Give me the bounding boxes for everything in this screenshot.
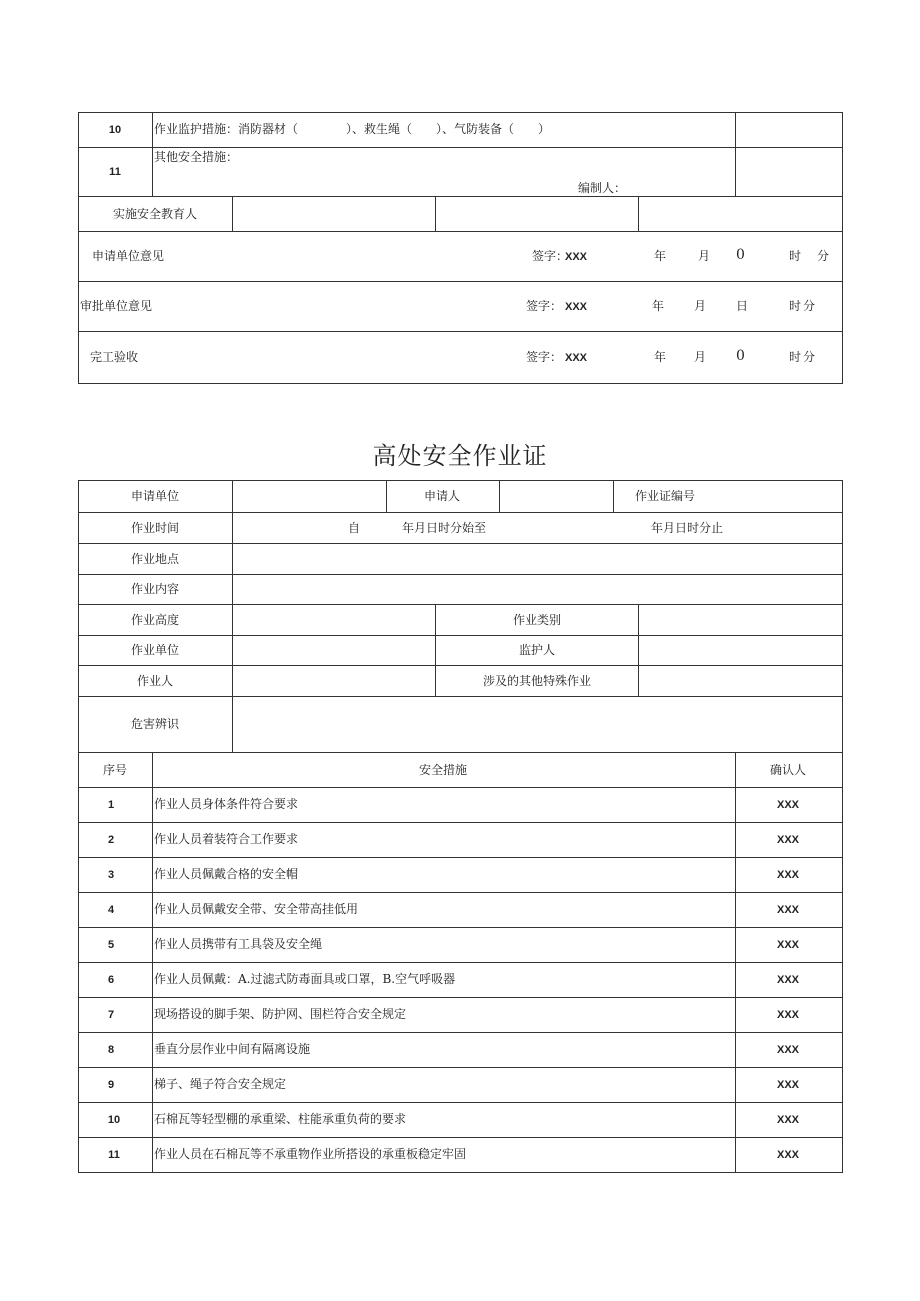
measure-num: 9 [107, 1079, 115, 1091]
signer: XXX [565, 301, 588, 313]
table-border [78, 543, 843, 544]
measure-text: 垂直分层作业中间有隔离设施 [154, 1042, 311, 1056]
day-label: 日 [736, 299, 749, 313]
table-border [232, 480, 233, 753]
year-label: 年 [654, 249, 667, 263]
table-border [78, 665, 843, 666]
measure-text: 作业人员身体条件符合要求 [154, 797, 299, 811]
month-label: 月 [698, 249, 711, 263]
month-label: 月 [694, 299, 707, 313]
table-border [613, 480, 614, 513]
table-border [78, 112, 843, 113]
table-border [435, 196, 436, 232]
measure-text: 作业人员着装符合工作要求 [154, 832, 299, 846]
table-border [638, 196, 639, 232]
hazard-label: 危害辨识 [130, 717, 180, 731]
confirm-header: 确认人 [769, 763, 807, 777]
apply-unit-label: 申请单位 [130, 489, 180, 503]
table-border [78, 1067, 843, 1068]
table-border [78, 512, 843, 513]
confirm-signer: XXX [776, 1114, 800, 1126]
day-value: 0 [736, 247, 745, 263]
table-border [78, 822, 843, 823]
day-value: 0 [736, 348, 745, 364]
hour-label: 时 [789, 249, 802, 263]
signer: XXX [565, 251, 588, 263]
apply-opinion-label: 申请单位意见 [92, 249, 165, 263]
table-border [435, 604, 436, 697]
table-border [78, 752, 843, 753]
measure-text: 梯子、绳子符合安全规定 [154, 1077, 287, 1091]
work-unit-label: 作业单位 [130, 643, 180, 657]
table-border [78, 383, 843, 384]
measure-num: 6 [107, 974, 115, 986]
hour-label: 时 [789, 350, 802, 364]
table-border [78, 1032, 843, 1033]
measure-text: 作业人员在石棉瓦等不承重物作业所搭设的承重板稳定牢固 [154, 1147, 467, 1161]
table-border [78, 997, 843, 998]
table-border [638, 604, 639, 697]
guardian-label: 监护人 [518, 643, 556, 657]
table-border [78, 857, 843, 858]
table-border [78, 927, 843, 928]
table-border [78, 1172, 843, 1173]
measure-text: 石棉瓦等轻型棚的承重梁、柱能承重负荷的要求 [154, 1112, 407, 1126]
table-border [232, 196, 233, 232]
monitor-measures-text: 作业监护措施：消防器材（ ）、救生绳（ ）、气防装备（ ） [154, 122, 551, 136]
table-border [78, 696, 843, 697]
permit-no-label: 作业证编号 [634, 489, 696, 503]
measures-header: 安全措施 [418, 763, 468, 777]
measure-num: 2 [107, 834, 115, 846]
hour-label: 时 [789, 299, 802, 313]
measure-num: 4 [107, 904, 115, 916]
confirm-signer: XXX [776, 1009, 800, 1021]
work-height-label: 作业高度 [130, 613, 180, 627]
year-label: 年 [652, 299, 665, 313]
table-border [842, 480, 843, 1173]
table-border [78, 147, 843, 148]
signer: XXX [565, 352, 588, 364]
table-border [735, 752, 736, 1173]
table-border [386, 480, 387, 513]
completion-label: 完工验收 [90, 350, 139, 364]
table-border [78, 574, 843, 575]
work-content-label: 作业内容 [130, 582, 180, 596]
measure-num: 10 [107, 1114, 121, 1126]
confirm-signer: XXX [776, 939, 800, 951]
measures-num-header: 序号 [102, 763, 128, 777]
page-title: 高处安全作业证 [372, 442, 548, 470]
measure-text: 作业人员佩戴安全带、安全带高挂低用 [154, 902, 359, 916]
confirm-signer: XXX [776, 869, 800, 881]
table-border [78, 962, 843, 963]
other-measures-text: 其他安全措施： [154, 150, 239, 164]
table-border [842, 112, 843, 384]
confirm-signer: XXX [776, 834, 800, 846]
minute-label: 分 [803, 350, 816, 364]
work-category-label: 作业类别 [512, 613, 562, 627]
time-end-label: 年月日时分止 [651, 521, 724, 535]
table-border [152, 752, 153, 1173]
work-place-label: 作业地点 [130, 552, 180, 566]
confirm-signer: XXX [776, 1079, 800, 1091]
applicant-label: 申请人 [423, 489, 461, 503]
table-border [152, 112, 153, 197]
table-border [78, 281, 843, 282]
table-border [78, 480, 79, 1173]
worker-label: 作业人 [136, 674, 174, 688]
table-border [78, 892, 843, 893]
time-from-label: 自 [348, 521, 361, 535]
measure-num: 3 [107, 869, 115, 881]
table-border [78, 635, 843, 636]
table-border [78, 1102, 843, 1103]
table-border [78, 112, 79, 384]
table-border [78, 331, 843, 332]
measure-num: 11 [108, 1149, 120, 1161]
table-border [78, 787, 843, 788]
sign-label: 签字： [526, 299, 563, 313]
table-border [78, 1137, 843, 1138]
sign-label: 签字： [526, 350, 563, 364]
time-start-label: 年月日时分始至 [402, 521, 487, 535]
work-time-label: 作业时间 [130, 521, 180, 535]
measure-num: 7 [107, 1009, 115, 1021]
measure-num: 8 [107, 1044, 115, 1056]
table-border [735, 112, 736, 197]
row-number: 10 [108, 124, 122, 136]
measure-num: 5 [107, 939, 115, 951]
measure-text: 作业人员携带有工具袋及安全绳 [154, 937, 323, 951]
measure-text: 现场搭设的脚手架、防护网、围栏符合安全规定 [154, 1007, 407, 1021]
other-special-work-label: 涉及的其他特殊作业 [482, 674, 592, 688]
education-label: 实施安全教育人 [112, 207, 198, 221]
table-border [78, 480, 843, 481]
minute-label: 分 [817, 249, 830, 263]
table-border [499, 480, 500, 513]
table-border [78, 604, 843, 605]
confirm-signer: XXX [776, 974, 800, 986]
month-label: 月 [694, 350, 707, 364]
measure-num: 1 [107, 799, 115, 811]
year-label: 年 [654, 350, 667, 364]
table-border [78, 196, 843, 197]
minute-label: 分 [803, 299, 816, 313]
table-border [78, 231, 843, 232]
confirm-signer: XXX [776, 799, 800, 811]
row-number: 11 [109, 166, 121, 178]
confirm-signer: XXX [776, 904, 800, 916]
measure-text: 作业人员佩戴合格的安全帽 [154, 867, 299, 881]
measure-text: 作业人员佩戴：A.过滤式防毒面具或口罩，B.空气呼吸器 [154, 972, 456, 986]
confirm-signer: XXX [776, 1149, 800, 1161]
confirm-signer: XXX [776, 1044, 800, 1056]
sign-label: 签字： [532, 249, 569, 263]
compiler-label: 编制人： [578, 181, 627, 195]
approve-opinion-label: 审批单位意见 [80, 299, 153, 313]
